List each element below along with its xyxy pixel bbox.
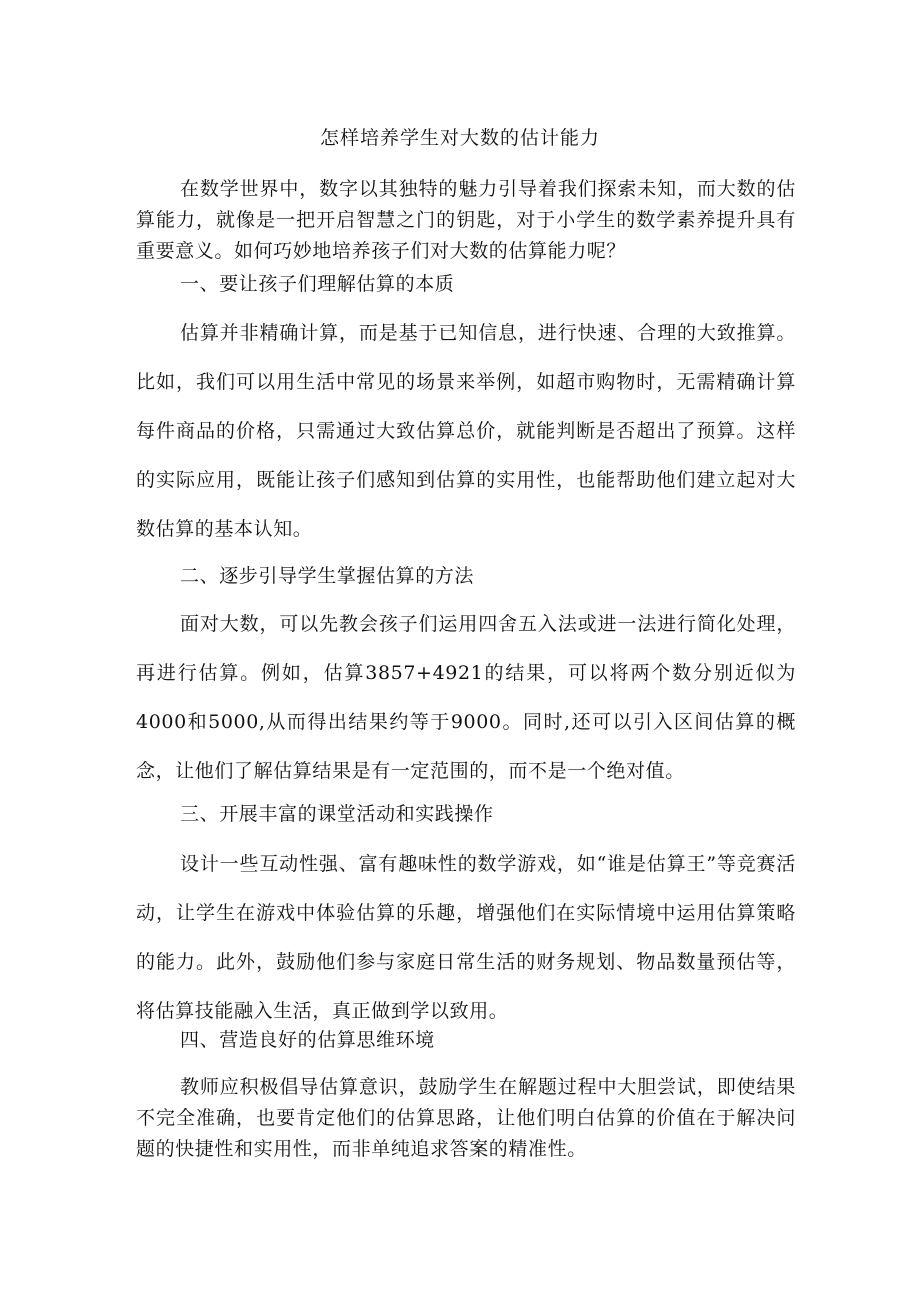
section-1-heading: 一、要让孩子们理解估算的本质: [180, 273, 455, 295]
document-title: 怎样培养学生对大数的估计能力: [319, 127, 600, 149]
section-4-paragraph: 教师应积极倡导估算意识，鼓励学生在解题过程中大胆尝试，即使结果不完全准确，也要肯定他们的估算思路，让他们明白估算的价值在于解决问题的快捷性和实用性，而非单纯追求答案的精准性。: [136, 1076, 796, 1160]
section-1-paragraph: 估算并非精确计算，而是基于已知信息，进行快速、合理的大致推算。比如，我们可以用生活中常见的场景来举例，如超市购物时，无需精确计算每件商品的价格，只需通过大致估算总价，就能判断是否超出了预算。这样的实际应用，既能让孩子们感知到估算的实用性，也能帮助他们建立起对大数估算的基本认知。: [136, 322, 796, 540]
section-2-paragraph: 面对大数，可以先教会孩子们运用四舍五入法或进一法进行简化处理，再进行估算。例如，估算3857+4921的结果，可以将两个数分别近似为4000和5000,从而得出结果约等于9000。同时,还可以引入区间估算的概念，让他们了解估算结果是有一定范围的，而不是一个绝对值。: [136, 613, 796, 782]
section-4-heading: 四、营造良好的估算思维环境: [180, 1029, 435, 1051]
section-3-paragraph: 设计一些互动性强、富有趣味性的数学游戏，如“谁是估算王”等竞赛活动，让学生在游戏中体验估算的乐趣，增强他们在实际情境中运用估算策略的能力。此外，鼓励他们参与家庭日常生活的财务规划、物品数量预估等，将估算技能融入生活，真正做到学以致用。: [136, 853, 796, 1022]
intro-paragraph: 在数学世界中，数字以其独特的魅力引导着我们探索未知，而大数的估算能力，就像是一把开启智慧之门的钥匙，对于小学生的数学素养提升具有重要意义。如何巧妙地培养孩子们对大数的估算能力呢？: [136, 178, 796, 262]
section-2-heading: 二、逐步引导学生掌握估算的方法: [180, 565, 475, 587]
section-3-heading: 三、开展丰富的课堂活动和实践操作: [180, 803, 494, 825]
